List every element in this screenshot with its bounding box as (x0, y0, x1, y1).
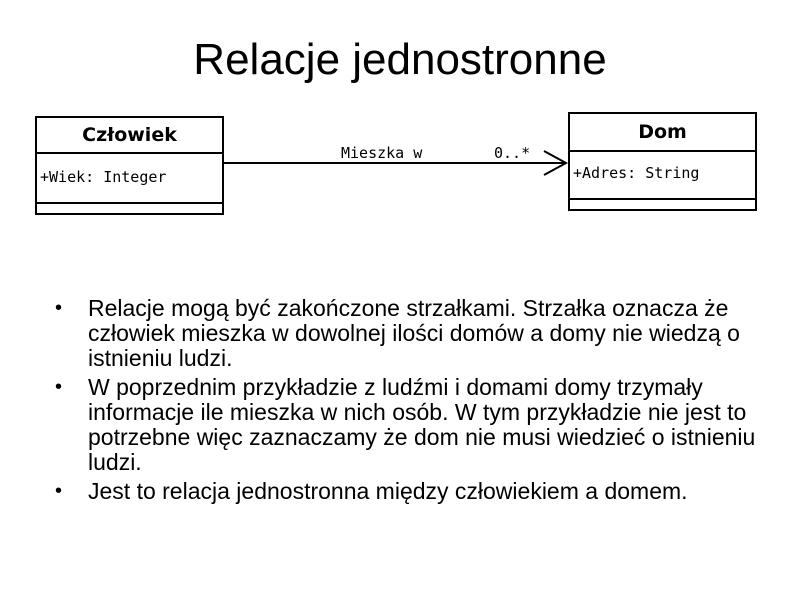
bullet-text: W poprzednim przykładzie z ludźmi i domami domy trzymały informacje ile mieszka w nich osób. W tym przykładzie nie jest to potrzebne więc zaznaczamy że dom nie musi wiedzieć o istnieniu ludzi. (88, 374, 756, 475)
bullet-list (55, 296, 775, 508)
bullet-item (55, 375, 775, 475)
slide-title: Relacje jednostronne (193, 35, 607, 84)
association-name: Mieszka w (341, 144, 423, 162)
bullet-dot-icon: • (55, 297, 63, 319)
bullet-text: Relacje mogą być zakończone strzałkami. Strzałka oznacza że człowiek mieszka w dowolnej ilości domów a domy nie wiedzą o istnieniu ludzi. (88, 295, 740, 371)
bullet-dot-icon: • (55, 376, 63, 398)
class-attribute: +Wiek: Integer (37, 154, 222, 204)
association-multiplicity: 0..* (494, 144, 531, 162)
class-name: Człowiek (37, 118, 222, 154)
bullet-dot-icon: • (55, 480, 63, 502)
bullet-text: Jest to relacja jednostronna między człowiekiem a domem. (88, 478, 688, 504)
class-attribute: +Adres: String (570, 152, 755, 200)
bullet-item (55, 296, 775, 371)
bullet-item (55, 479, 775, 504)
class-name: Dom (570, 114, 755, 152)
